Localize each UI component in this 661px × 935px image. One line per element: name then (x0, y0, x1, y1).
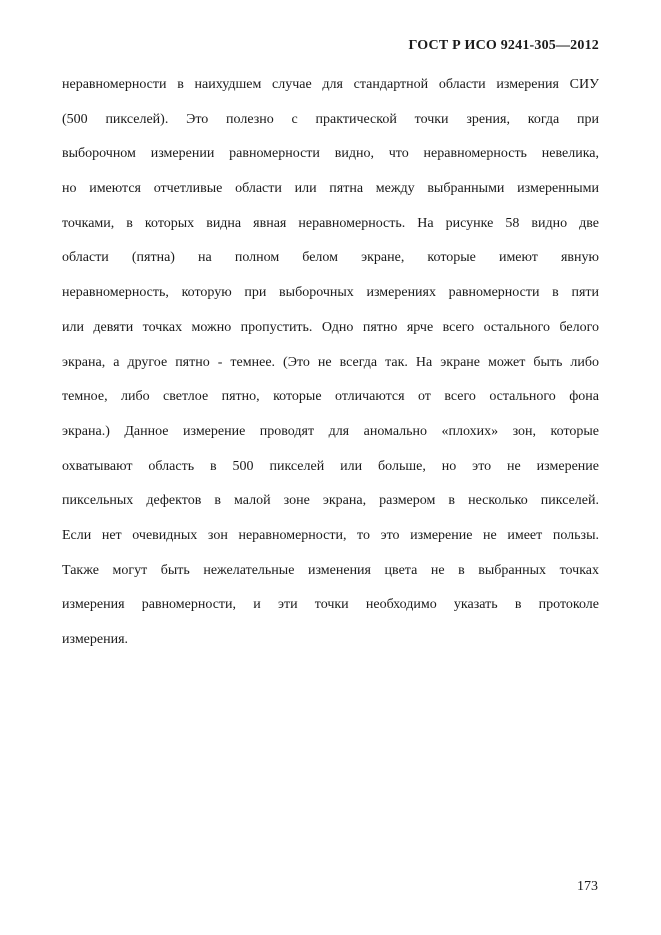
body-line: измерения равномерности, и эти точки необходимо указать в протоколе (62, 597, 599, 613)
body-line: экрана, а другое пятно - темнее. (Это не всегда так. На экране может быть либо (62, 354, 599, 370)
body-text (62, 74, 599, 664)
body-line: выборочном измерении равномерности видно, что неравномерность невелика, (62, 146, 599, 162)
body-line: Также могут быть нежелательные изменения цвета не в выбранных точках (62, 562, 599, 578)
document-header-title: ГОСТ Р ИСО 9241-305—2012 (408, 38, 599, 53)
body-line: охватывают область в 500 пикселей или больше, но это не измерение (62, 458, 599, 474)
body-line: неравномерность, которую при выборочных измерениях равномерности в пяти (62, 285, 599, 301)
body-line: но имеются отчетливые области или пятна между выбранными измеренными (62, 181, 599, 197)
body-line: темное, либо светлое пятно, которые отличаются от всего остального фона (62, 389, 599, 405)
body-line: неравномерности в наихудшем случае для стандартной области измерения СИУ (62, 77, 599, 92)
body-line: пиксельных дефектов в малой зоне экрана, размером в несколько пикселей. (62, 493, 599, 509)
body-line: измерения. (62, 632, 129, 647)
body-line: экрана.) Данное измерение проводят для аномально «плохих» зон, которые (62, 423, 599, 439)
body-line: Если нет очевидных зон неравномерности, то это измерение не имеет пользы. (62, 527, 599, 543)
page-number: 173 (577, 879, 598, 894)
body-line: или девяти точках можно пропустить. Одно пятно ярче всего остального белого (62, 319, 599, 335)
body-line: (500 пикселей). Это полезно с практической точки зрения, когда при (62, 111, 599, 127)
body-line: области (пятна) на полном белом экране, которые имеют явную (62, 250, 599, 266)
body-line: точками, в которых видна явная неравномерность. На рисунке 58 видно две (62, 215, 599, 231)
